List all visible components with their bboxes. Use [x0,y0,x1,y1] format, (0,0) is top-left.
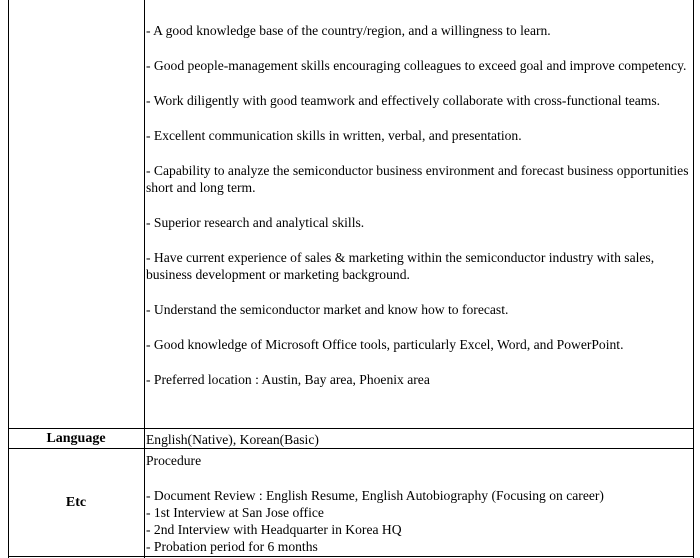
language-label: Language [46,431,106,446]
table-row-divider-language-top [8,428,694,429]
requirement-item: - Excellent communication skills in written, verbal, and presentation. [146,128,522,143]
requirement-item: - A good knowledge base of the country/region, and a willingness to learn. [146,23,551,38]
requirements-list [146,22,691,388]
requirement-item: - Good people-management skills encouraging colleagues to exceed goal and improve competency. [146,58,687,73]
requirement-item: - Preferred location : Austin, Bay area, Phoenix area [146,372,430,387]
requirement-item: - Understand the semiconductor market and know how to forecast. [146,302,509,317]
table-column-divider [144,0,145,558]
requirement-item: - Have current experience of sales & marketing within the semiconductor industry with sales, business development or marketing background. [146,250,655,282]
procedure-step: - Document Review : English Resume, English Autobiography (Focusing on career) [146,488,604,503]
requirement-item: - Work diligently with good teamwork and effectively collaborate with cross-functional teams. [146,93,661,108]
table-border-right [693,0,694,558]
language-value: English(Native), Korean(Basic) [146,432,319,447]
requirement-item: - Good knowledge of Microsoft Office tools, particularly Excel, Word, and PowerPoint. [146,337,624,352]
requirement-item: - Superior research and analytical skills. [146,215,365,230]
procedure-block [146,452,691,555]
table-row-divider-language-bottom [8,448,694,449]
requirement-item: - Capability to analyze the semiconductor business environment and forecast business opportunities short and long term. [146,163,689,195]
table-border-left [8,0,9,558]
procedure-step: - 2nd Interview with Headquarter in Korea HQ [146,522,402,537]
procedure-step: - 1st Interview at San Jose office [146,505,324,520]
procedure-title: Procedure [146,453,202,468]
procedure-step: - Probation period for 6 months [146,539,318,554]
etc-label: Etc [65,495,87,510]
table-border-bottom [8,556,694,557]
